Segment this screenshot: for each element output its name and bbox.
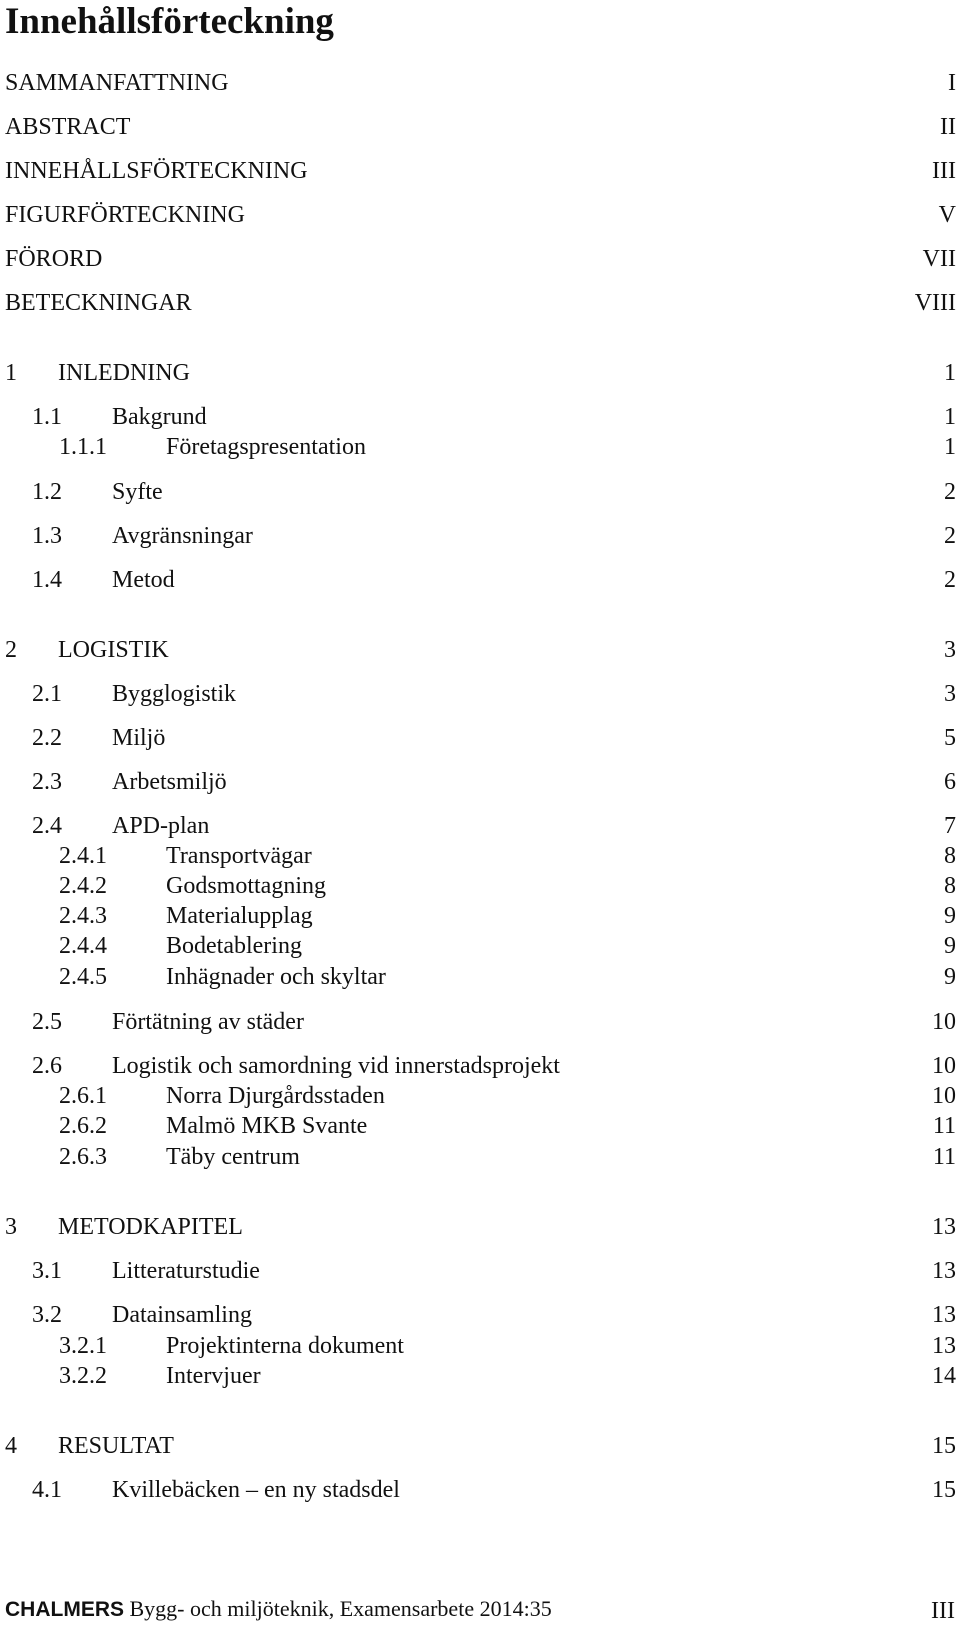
toc-entry-label: Miljö: [112, 725, 166, 751]
toc-entry-label: RESULTAT: [58, 1433, 174, 1459]
footer-brand: CHALMERS: [5, 1598, 124, 1621]
toc-entry-label: Företagspresentation: [166, 434, 366, 460]
toc-entry-page: 13: [932, 1214, 956, 1240]
toc-entry-number: 3.2.1: [59, 1333, 107, 1359]
toc-entry-page: 2: [944, 523, 956, 549]
toc-entry-label: APD-plan: [112, 813, 210, 839]
toc-entry[interactable]: [0, 156, 960, 186]
toc-entry-page: 8: [944, 873, 956, 899]
toc-entry[interactable]: [0, 635, 960, 665]
toc-entry-number: 3.2.2: [59, 1363, 107, 1389]
toc-entry[interactable]: [0, 1111, 960, 1141]
toc-entry-label: BETECKNINGAR: [5, 290, 192, 316]
toc-entry-number: 2.4.3: [59, 903, 107, 929]
toc-entry[interactable]: [0, 432, 960, 462]
toc-entry[interactable]: [0, 521, 960, 551]
toc-entry-page: 10: [932, 1053, 956, 1079]
toc-entry[interactable]: [0, 1431, 960, 1461]
toc-entry-label: FÖRORD: [5, 246, 103, 272]
toc-entry-number: 3.2: [32, 1302, 62, 1328]
toc-entry-page: 9: [944, 964, 956, 990]
toc-entry-number: 2.5: [32, 1009, 62, 1035]
toc-entry-label: METODKAPITEL: [58, 1214, 243, 1240]
toc-entry-label: INLEDNING: [58, 360, 190, 386]
toc-entry-number: 2.4.4: [59, 933, 107, 959]
toc-entry-number: 2.4.5: [59, 964, 107, 990]
toc-entry-page: 13: [932, 1302, 956, 1328]
toc-entry[interactable]: [0, 1300, 960, 1330]
toc-entry[interactable]: [0, 1081, 960, 1111]
toc-entry-label: Inhägnader och skyltar: [166, 964, 386, 990]
toc-entry-page: V: [938, 202, 956, 228]
toc-entry-number: 2.4: [32, 813, 62, 839]
toc-entry-number: 1.3: [32, 523, 62, 549]
toc-entry-page: III: [932, 158, 956, 184]
toc-entry-page: 1: [944, 360, 956, 386]
toc-entry[interactable]: [0, 244, 960, 274]
toc-entry[interactable]: [0, 901, 960, 931]
toc-entry-page: 14: [932, 1363, 956, 1389]
toc-entry[interactable]: [0, 477, 960, 507]
toc-entry[interactable]: [0, 1051, 960, 1081]
toc-entry-number: 3: [5, 1214, 17, 1240]
toc-entry-page: 2: [944, 567, 956, 593]
toc-entry-number: 2.4.2: [59, 873, 107, 899]
toc-entry-label: Logistik och samordning vid innerstadsprojekt: [112, 1053, 560, 1079]
toc-entry[interactable]: [0, 962, 960, 992]
toc-entry-number: 2.6.1: [59, 1083, 107, 1109]
toc-entry-label: Arbetsmiljö: [112, 769, 227, 795]
toc-entry-label: Metod: [112, 567, 175, 593]
toc-entry-page: 9: [944, 933, 956, 959]
toc-entry-label: Godsmottagning: [166, 873, 326, 899]
toc-entry-label: Bodetablering: [166, 933, 302, 959]
toc-entry-number: 3.1: [32, 1258, 62, 1284]
toc-entry[interactable]: [0, 811, 960, 841]
toc-entry-page: 15: [932, 1477, 956, 1503]
toc-entry-number: 2.6.2: [59, 1113, 107, 1139]
toc-entry-label: Malmö MKB Svante: [166, 1113, 368, 1139]
toc-entry-page: 11: [932, 1113, 956, 1139]
toc-entry[interactable]: [0, 1331, 960, 1361]
toc-entry[interactable]: [0, 1007, 960, 1037]
toc-entry-label: LOGISTIK: [58, 637, 169, 663]
footer-course: Bygg- och miljöteknik, Examensarbete 2014:35: [129, 1596, 552, 1621]
toc-entry-page: 13: [932, 1258, 956, 1284]
toc-entry[interactable]: [0, 767, 960, 797]
toc-entry[interactable]: [0, 1361, 960, 1391]
toc-entry[interactable]: [0, 931, 960, 961]
toc-entry-label: Materialupplag: [166, 903, 313, 929]
toc-entry-label: FIGURFÖRTECKNING: [5, 202, 245, 228]
toc-entry-label: Norra Djurgårdsstaden: [166, 1083, 385, 1109]
toc-entry[interactable]: [0, 288, 960, 318]
toc-entry[interactable]: [0, 1142, 960, 1172]
footer-page-number: III: [931, 1598, 955, 1624]
toc-entry-page: 15: [932, 1433, 956, 1459]
toc-entry-page: II: [940, 114, 956, 140]
toc-entry-number: 4.1: [32, 1477, 62, 1503]
toc-entry-number: 2.3: [32, 769, 62, 795]
toc-entry-label: ABSTRACT: [5, 114, 131, 140]
toc-entry-number: 2.2: [32, 725, 62, 751]
toc-entry-page: 3: [944, 681, 956, 707]
toc-entry-number: 2.6: [32, 1053, 62, 1079]
toc-entry-number: 1: [5, 360, 17, 386]
toc-entry-page: I: [948, 70, 956, 96]
toc-entry[interactable]: [0, 1475, 960, 1505]
toc-entry-page: 1: [944, 434, 956, 460]
toc-entry-label: Täby centrum: [166, 1144, 300, 1170]
toc-entry-page: 2: [944, 479, 956, 505]
toc-entry-page: 3: [944, 637, 956, 663]
toc-entry[interactable]: [0, 200, 960, 230]
toc-entry-number: 4: [5, 1433, 17, 1459]
toc-entry-number: 1.1.1: [59, 434, 107, 460]
toc-entry-page: 11: [932, 1144, 956, 1170]
toc-entry-page: 5: [944, 725, 956, 751]
toc-entry-number: 1.4: [32, 567, 62, 593]
page-title: Innehållsförteckning: [5, 1, 334, 42]
toc-entry-label: Bygglogistik: [112, 681, 237, 707]
toc-entry-page: 7: [944, 813, 956, 839]
toc-entry[interactable]: [0, 1212, 960, 1242]
toc-entry[interactable]: [0, 871, 960, 901]
toc-entry[interactable]: [0, 402, 960, 432]
toc-entry-number: 2.6.3: [59, 1144, 107, 1170]
toc-entry[interactable]: [0, 565, 960, 595]
toc-entry-label: Syfte: [112, 479, 163, 505]
toc-entry[interactable]: [0, 723, 960, 753]
toc-entry-label: SAMMANFATTNING: [5, 70, 229, 96]
toc-entry-page: VIII: [914, 290, 956, 316]
toc-entry[interactable]: [0, 68, 960, 98]
toc-entry[interactable]: [0, 112, 960, 142]
toc-entry-label: Transportvägar: [166, 843, 312, 869]
toc-entry-label: Kvillebäcken – en ny stadsdel: [112, 1477, 400, 1503]
toc-entry-page: 8: [944, 843, 956, 869]
toc-entry-label: Datainsamling: [112, 1302, 252, 1328]
toc-entry[interactable]: [0, 358, 960, 388]
page-footer: [5, 1595, 955, 1625]
toc-entry-label: INNEHÅLLSFÖRTECKNING: [5, 158, 308, 184]
toc-entry-page: 10: [932, 1009, 956, 1035]
toc-entry-page: 10: [932, 1083, 956, 1109]
toc-entry-number: 1.2: [32, 479, 62, 505]
toc-entry-number: 2.4.1: [59, 843, 107, 869]
toc-entry-number: 2.1: [32, 681, 62, 707]
toc-entry-label: Bakgrund: [112, 404, 207, 430]
toc-entry-page: VII: [922, 246, 956, 272]
toc-entry[interactable]: [0, 1256, 960, 1286]
toc-entry-label: Intervjuer: [166, 1363, 261, 1389]
toc-entry-page: 1: [944, 404, 956, 430]
toc-entry-label: Projektinterna dokument: [166, 1333, 404, 1359]
toc-entry-label: Förtätning av städer: [112, 1009, 304, 1035]
toc-entry-page: 6: [944, 769, 956, 795]
toc-entry[interactable]: [0, 841, 960, 871]
toc-entry-label: Avgränsningar: [112, 523, 253, 549]
toc-entry-number: 1.1: [32, 404, 62, 430]
toc-entry-page: 9: [944, 903, 956, 929]
toc-entry[interactable]: [0, 679, 960, 709]
toc-entry-label: Litteraturstudie: [112, 1258, 260, 1284]
toc-entry-number: 2: [5, 637, 17, 663]
toc-entry-page: 13: [932, 1333, 956, 1359]
